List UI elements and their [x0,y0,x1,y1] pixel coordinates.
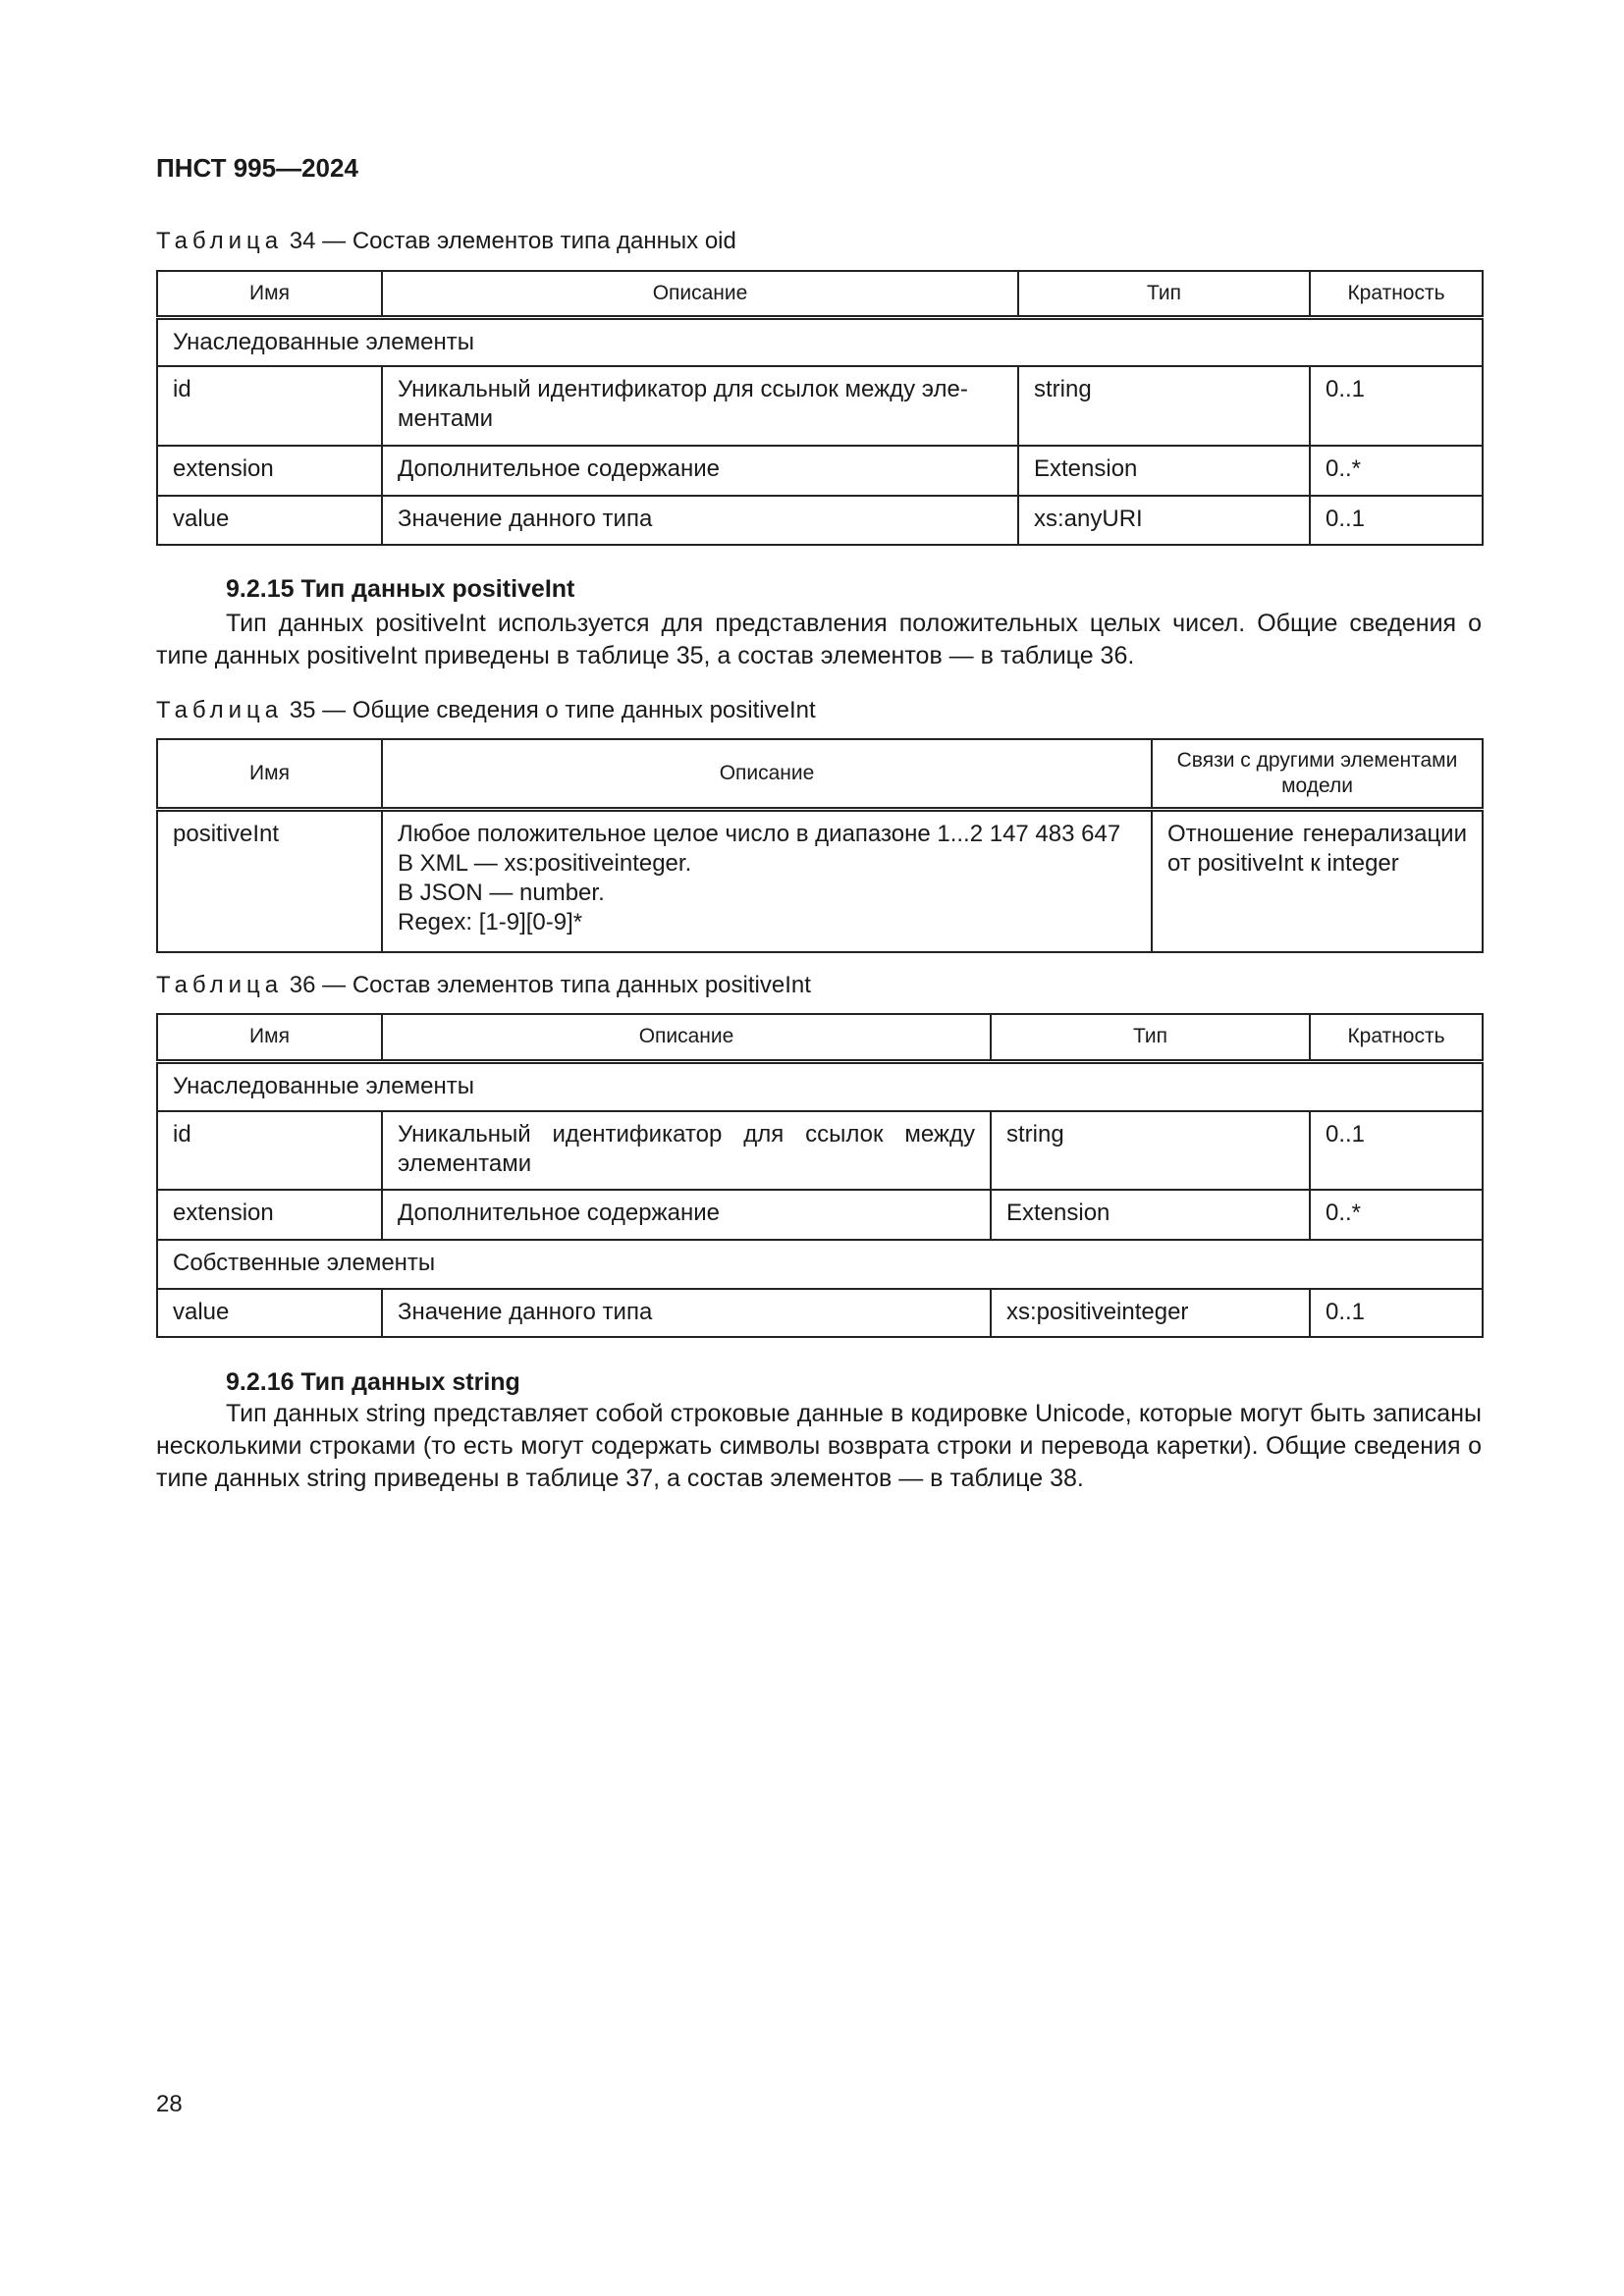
table-row [157,1289,1483,1337]
caption-prefix: Таблица [156,697,284,723]
caption-text: 35 — Общие сведения о типе данных positiveInt [289,697,816,723]
paragraph: Тип данных string представляет собой строковые данные в кодировке Unicode, которые могут быть записаны несколькими строками (то есть могут содержать символы возврата строки и перевода каретки). Общие сведения о типе данных string приведены в таблице 37, а состав элементов — в таблице 38. [156,1400,1482,1492]
cell: Уникальный идентификатор для ссылок между эле-ментами [382,366,1018,446]
table-34-caption [156,228,736,255]
cell: id [157,1111,382,1190]
cell: extension [157,1190,382,1240]
column-header: Описание [382,739,1152,809]
cell: Extension [991,1190,1310,1240]
table-row [157,809,1483,952]
section-heading: 9.2.15 Тип данных positiveInt [226,575,575,603]
cell: Отношение генерализации от positiveInt к integer [1152,809,1483,952]
table-36-caption [156,972,811,999]
group-row: Унаследованные элементы [157,1061,1483,1111]
table-35-caption [156,697,816,724]
description-line: Regex: [1-9][0-9]* [398,908,583,935]
column-header: Описание [382,1014,991,1061]
table-row [157,446,1483,496]
column-header: Тип [991,1014,1310,1061]
column-header: Имя [157,271,382,317]
cell: xs:anyURI [1018,496,1310,545]
cell: string [1018,366,1310,446]
table-row [157,1190,1483,1240]
cell: Значение данного типа [382,1289,991,1337]
caption-prefix: Таблица [156,972,284,998]
description-line: Любое положительное целое число в диапазоне 1...2 147 483 647 [398,820,1121,847]
column-header: Тип [1018,271,1310,317]
cell [382,809,1152,952]
group-row: Унаследованные элементы [157,317,1483,366]
description-line: В JSON — number. [398,879,605,906]
cell: Extension [1018,446,1310,496]
page-number: 28 [156,2091,183,2117]
column-header: Имя [157,739,382,809]
column-header: Кратность [1310,271,1483,317]
column-header: Имя [157,1014,382,1061]
caption-text: 36 — Состав элементов типа данных positiveInt [289,972,811,998]
cell: id [157,366,382,446]
section-heading: 9.2.16 Тип данных string [226,1368,520,1396]
document-id: ПНСТ 995—2024 [156,153,358,183]
column-header: Описание [382,271,1018,317]
cell: 0..* [1310,446,1483,496]
description-line: В XML — xs:positiveinteger. [398,849,692,877]
table-row [157,496,1483,545]
cell: Дополнительное содержание [382,1190,991,1240]
cell: string [991,1111,1310,1190]
cell: 0..1 [1310,366,1483,446]
cell: 0..1 [1310,1289,1483,1337]
cell: positiveInt [157,809,382,952]
table-35 [156,738,1484,953]
cell: Уникальный идентификатор для ссылок между элементами [382,1111,991,1190]
cell: Значение данного типа [382,496,1018,545]
cell: extension [157,446,382,496]
column-header: Связи с другими элементами модели [1152,739,1483,809]
table-row [157,1111,1483,1190]
table-row [157,366,1483,446]
caption-text: 34 — Состав элементов типа данных oid [289,228,736,254]
table-34 [156,270,1484,546]
table-36 [156,1013,1484,1338]
group-row: Собственные элементы [157,1240,1483,1289]
column-header: Кратность [1310,1014,1483,1061]
cell: 0..1 [1310,496,1483,545]
cell: Дополнительное содержание [382,446,1018,496]
cell: value [157,1289,382,1337]
paragraph: Тип данных positiveInt используется для представления положительных целых чисел. Общие сведения о типе данных positiveInt приведены в таблице 35, а состав элементов — в таблице 36. [156,610,1482,669]
cell: 0..* [1310,1190,1483,1240]
cell: value [157,496,382,545]
caption-prefix: Таблица [156,228,284,254]
cell: 0..1 [1310,1111,1483,1190]
cell: xs:positiveinteger [991,1289,1310,1337]
